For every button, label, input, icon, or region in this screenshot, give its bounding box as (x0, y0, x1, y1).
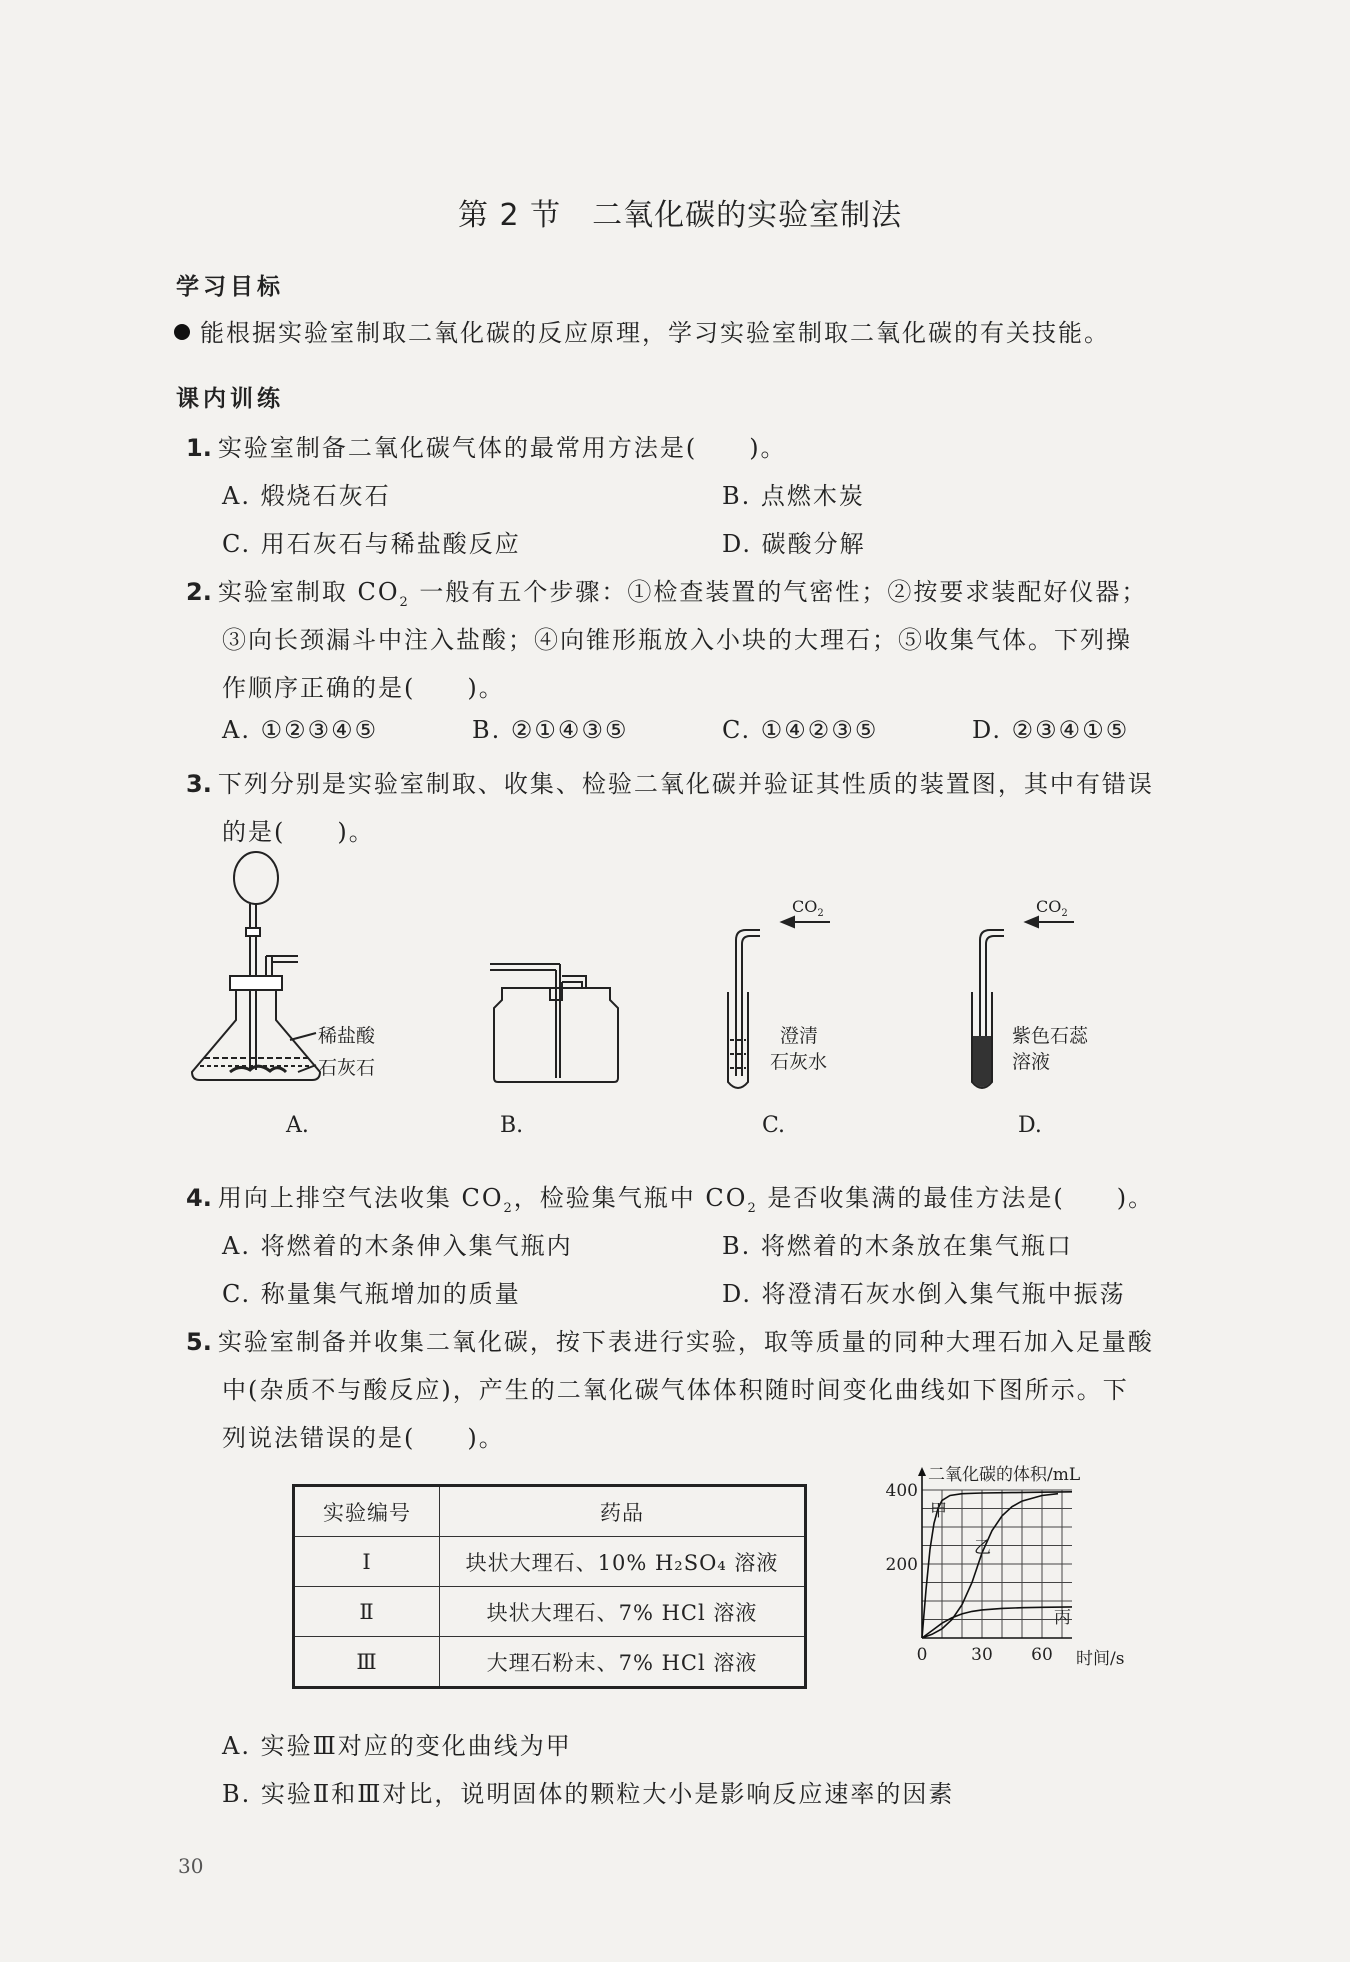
table-cell-id: Ⅱ (294, 1587, 440, 1637)
q4-option-d: D. 将澄清石灰水倒入集气瓶中振荡 (722, 1280, 1126, 1308)
y-tick-label: 200 (885, 1555, 918, 1575)
table-header: 药品 (440, 1486, 806, 1537)
table-row (294, 1587, 806, 1637)
q4-option-b: B. 将燃着的木条放在集气瓶口 (722, 1232, 1073, 1260)
q2-line3: 作顺序正确的是( )。 (222, 674, 505, 702)
q4-stem-a: 用向上排空气法收集 CO (217, 1184, 504, 1212)
table-cell-drug: 大理石粉末、7% HCl 溶液 (440, 1637, 806, 1688)
figure-label-c: C. (762, 1113, 786, 1138)
label-clear: 澄清 (780, 1025, 819, 1047)
q2-stem (186, 572, 1147, 610)
q2-stem-pre: 实验室制取 CO (217, 578, 400, 606)
q1-option-a: A. 煅烧石灰石 (222, 482, 391, 510)
q5-option-b: B. 实验Ⅱ和Ⅲ对比，说明固体的颗粒大小是影响反应速率的因素 (222, 1780, 955, 1808)
training-heading: 课内训练 (176, 386, 284, 412)
apparatus-b (490, 964, 618, 1082)
figure-label-a: A. (286, 1113, 309, 1138)
q4-sub2: 2 (747, 1200, 758, 1216)
y-axis-label: 二氧化碳的体积/mL (928, 1465, 1081, 1485)
q3-apparatus-figure (190, 850, 1130, 1150)
q2-line2: ③向长颈漏斗中注入盐酸；④向锥形瓶放入小块的大理石；⑤收集气体。下列操 (222, 626, 1132, 654)
q2-option-a: A. ①②③④⑤ (222, 716, 379, 744)
table-row (294, 1637, 806, 1688)
co2-volume-chart (880, 1464, 1150, 1704)
y-axis-arrow-icon (918, 1467, 926, 1476)
q3-number: 3. (186, 770, 212, 798)
table-header-row (294, 1486, 806, 1537)
table-cell-drug: 块状大理石、7% HCl 溶液 (440, 1587, 806, 1637)
figure-label-b: B. (500, 1113, 524, 1138)
q1-number: 1. (186, 434, 212, 462)
goals-heading: 学习目标 (176, 274, 284, 300)
q2-stem-post: 一般有五个步骤：①检查装置的气密性；②按要求装配好仪器； (409, 578, 1148, 606)
goals-item-text: 能根据实验室制取二氧化碳的反应原理，学习实验室制取二氧化碳的有关技能。 (200, 319, 1110, 347)
q2-option-b: B. ②①④③⑤ (472, 716, 629, 744)
q2-number: 2. (186, 578, 212, 606)
stopper (230, 976, 282, 990)
x-axis-label: 时间/s (1076, 1649, 1125, 1669)
table-cell-drug: 块状大理石、10% H₂SO₄ 溶液 (440, 1537, 806, 1587)
q1-stem-text: 实验室制备二氧化碳气体的最常用方法是( )。 (217, 434, 787, 462)
page-number: 30 (178, 1854, 204, 1878)
table-row (294, 1537, 806, 1587)
label-litmus: 紫色石蕊 (1012, 1025, 1089, 1047)
q5-stem-text: 实验室制备并收集二氧化碳，按下表进行实验，取等质量的同种大理石加入足量酸 (217, 1328, 1154, 1356)
x-tick-label: 60 (1031, 1645, 1053, 1665)
q5-number: 5. (186, 1328, 212, 1356)
figure-label-d: D. (1018, 1113, 1042, 1138)
q2-stem-sub: 2 (399, 594, 410, 610)
q1-option-c: C. 用石灰石与稀盐酸反应 (222, 530, 521, 558)
x-tick-label: 30 (971, 1645, 993, 1665)
q4-number: 4. (186, 1184, 212, 1212)
goals-item (174, 313, 1110, 348)
label-co2-c: $CO_2$ (792, 897, 824, 919)
table-cell-id: Ⅰ (294, 1537, 440, 1587)
q1-option-d: D. 碳酸分解 (722, 530, 866, 558)
q3-stem (186, 764, 1154, 799)
apparatus-a (192, 852, 320, 1080)
series-label-yi: 乙 (974, 1537, 991, 1558)
q5-line2: 中(杂质不与酸反应)，产生的二氧化碳气体体积随时间变化曲线如下图所示。下 (222, 1376, 1129, 1404)
q4-option-c: C. 称量集气瓶增加的质量 (222, 1280, 521, 1308)
x-tick-label: 0 (916, 1645, 928, 1665)
series-line-2 (922, 1607, 1072, 1638)
table-cell-id: Ⅲ (294, 1637, 440, 1688)
label-co2-d: $CO_2$ (1036, 897, 1068, 919)
q2-option-c: C. ①④②③⑤ (722, 716, 879, 744)
q1-option-b: B. 点燃木炭 (722, 482, 865, 510)
experiment-table (292, 1484, 807, 1689)
table-header: 实验编号 (294, 1486, 440, 1537)
q5-option-a: A. 实验Ⅲ对应的变化曲线为甲 (222, 1732, 572, 1760)
label-limewater: 石灰水 (770, 1051, 828, 1073)
label-dilute-hcl: 稀盐酸 (318, 1025, 376, 1047)
q2-option-d: D. ②③④①⑤ (972, 716, 1130, 744)
q3-stem-text: 下列分别是实验室制取、收集、检验二氧化碳并验证其性质的装置图，其中有错误 (217, 770, 1154, 798)
bullet-icon (174, 324, 190, 340)
funnel-bulb (234, 852, 278, 904)
label-limestone: 石灰石 (318, 1057, 376, 1079)
q5-line3: 列说法错误的是( )。 (222, 1424, 505, 1452)
q4-stem-b: ，检验集气瓶中 CO (513, 1184, 748, 1212)
q4-sub1: 2 (503, 1200, 514, 1216)
page-title: 第 2 节 二氧化碳的实验室制法 (458, 198, 903, 233)
q4-stem-c: 是否收集满的最佳方法是( )。 (757, 1184, 1155, 1212)
q5-stem (186, 1322, 1154, 1357)
series-label-jia: 甲 (930, 1500, 947, 1521)
q1-stem (186, 428, 787, 463)
label-solution: 溶液 (1012, 1051, 1051, 1073)
q4-option-a: A. 将燃着的木条伸入集气瓶内 (222, 1232, 573, 1260)
y-tick-label: 400 (885, 1481, 918, 1501)
series-label-bing: 丙 (1054, 1608, 1071, 1629)
q3-line2: 的是( )。 (222, 818, 375, 846)
q4-stem (186, 1178, 1154, 1216)
